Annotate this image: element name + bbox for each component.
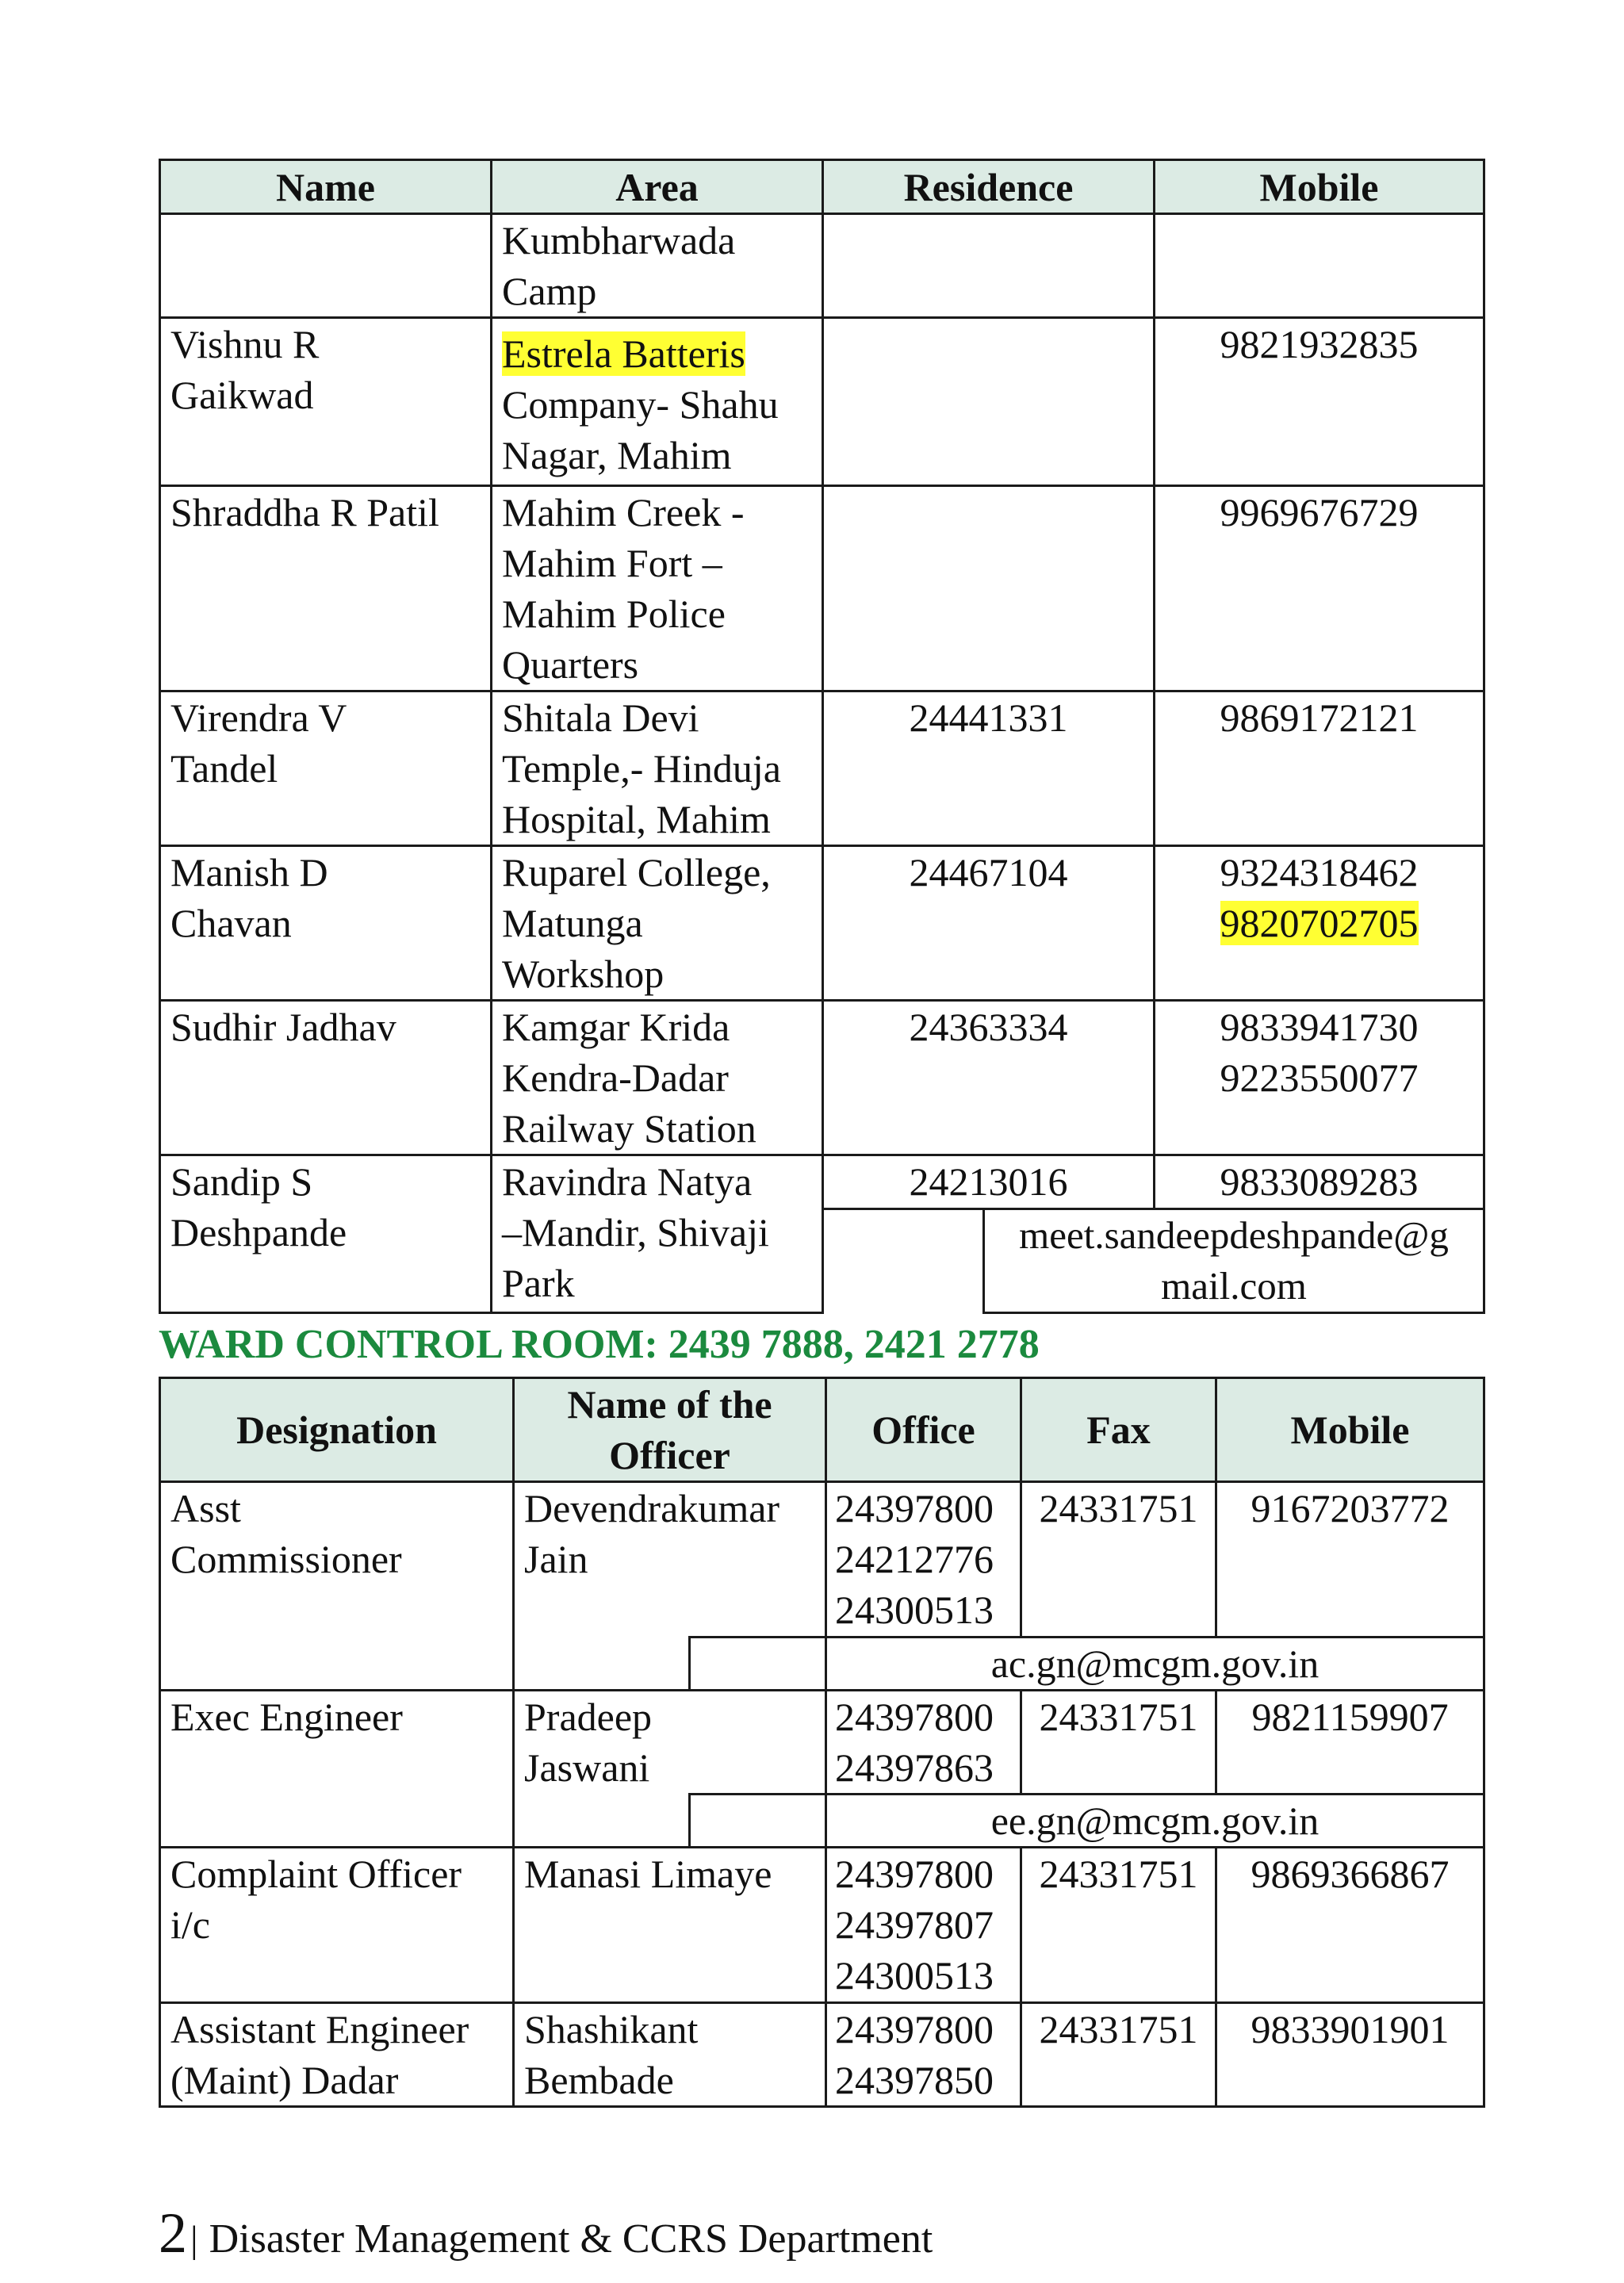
table-row — [160, 1482, 1484, 1638]
residence-cell: 24467104 — [823, 846, 1155, 1001]
empty-cell — [823, 1209, 984, 1313]
name-cell: Sandip S Deshpande — [160, 1155, 492, 1313]
area-cell: Ruparel College, Matunga Workshop — [492, 846, 823, 1001]
header-office: Office — [826, 1378, 1021, 1482]
empty-cell — [690, 1795, 826, 1848]
mobile-cell: 9833089283 — [1155, 1155, 1484, 1209]
residence-cell — [823, 318, 1155, 486]
area-cell: Kamgar Krida Kendra-Dadar Railway Station — [492, 1001, 823, 1155]
area-cell: Estrela Batteris Company- Shahu Nagar, Mahim — [492, 318, 823, 486]
table-row — [160, 1001, 1484, 1155]
office-cell: 24397800 24212776 24300513 — [826, 1482, 1021, 1638]
mobile-cell: 9833901901 — [1216, 2003, 1484, 2107]
fax-cell: 24331751 — [1021, 1691, 1216, 1795]
header-name: Name — [160, 160, 492, 214]
page-number: 2 — [159, 2201, 187, 2265]
name-cell: Vishnu R Gaikwad — [160, 318, 492, 486]
area-cell: Ravindra Natya –Mandir, Shivaji Park — [492, 1155, 823, 1313]
mobile-cell: 9833941730 9223550077 — [1155, 1001, 1484, 1155]
department-name: Disaster Management & CCRS Department — [209, 2216, 933, 2262]
officers-table — [159, 1377, 1485, 2108]
mobile-cell: 9821159907 — [1216, 1691, 1484, 1795]
table-row — [160, 486, 1484, 691]
table-row — [160, 846, 1484, 1001]
officer-cell: Devendrakumar Jain — [514, 1482, 826, 1638]
fax-cell: 24331751 — [1021, 2003, 1216, 2107]
email-cell: ac.gn@mcgm.gov.in — [826, 1638, 1484, 1691]
empty-cell — [514, 1795, 690, 1848]
officer-cell: Shashikant Bembade — [514, 2003, 826, 2107]
mobile-cell — [1155, 214, 1484, 318]
mobile-cell: 9869366867 — [1216, 1848, 1484, 2003]
name-cell — [160, 214, 492, 318]
ward-control-room-heading: WARD CONTROL ROOM: 2439 7888, 2421 2778 — [159, 1322, 1040, 1367]
email-cell: ee.gn@mcgm.gov.in — [826, 1795, 1484, 1848]
header-residence: Residence — [823, 160, 1155, 214]
residence-cell: 24213016 — [823, 1155, 1155, 1209]
office-cell: 24397800 24397863 — [826, 1691, 1021, 1795]
fax-cell: 24331751 — [1021, 1482, 1216, 1638]
table-row — [160, 1155, 1484, 1209]
residence-cell — [823, 486, 1155, 691]
fax-cell: 24331751 — [1021, 1848, 1216, 2003]
designation-cell: Exec Engineer — [160, 1691, 514, 1848]
mobile-cell: 9167203772 — [1216, 1482, 1484, 1638]
header-mobile: Mobile — [1216, 1378, 1484, 1482]
name-cell: Sudhir Jadhav — [160, 1001, 492, 1155]
residence-cell — [823, 214, 1155, 318]
header-designation: Designation — [160, 1378, 514, 1482]
designation-cell: Assistant Engineer (Maint) Dadar — [160, 2003, 514, 2107]
name-cell: Manish D Chavan — [160, 846, 492, 1001]
highlighted-text: 9820702705 — [1220, 901, 1419, 945]
contacts-table — [159, 159, 1485, 1314]
area-cell: Shitala Devi Temple,- Hinduja Hospital, Mahim — [492, 691, 823, 846]
table-row — [160, 318, 1484, 486]
designation-cell: Complaint Officer i/c — [160, 1848, 514, 2003]
highlighted-text: Estrela Batteris — [502, 331, 745, 376]
mobile-cell: 9869172121 — [1155, 691, 1484, 846]
mobile-cell: 9969676729 — [1155, 486, 1484, 691]
table-row — [160, 1848, 1484, 2003]
mobile-cell: 9324318462 9820702705 — [1155, 846, 1484, 1001]
empty-cell — [514, 1638, 690, 1691]
office-cell: 24397800 24397807 24300513 — [826, 1848, 1021, 2003]
footer-separator: | — [190, 2219, 198, 2261]
header-mobile: Mobile — [1155, 160, 1484, 214]
name-cell: Shraddha R Patil — [160, 486, 492, 691]
table-row — [160, 214, 1484, 318]
designation-cell: Asst Commissioner — [160, 1482, 514, 1691]
residence-cell: 24441331 — [823, 691, 1155, 846]
email-cell: meet.sandeepdeshpande@g mail.com — [984, 1209, 1484, 1313]
table-row — [160, 2003, 1484, 2107]
officer-cell: Manasi Limaye — [514, 1848, 826, 2003]
officer-cell: Pradeep Jaswani — [514, 1691, 826, 1795]
table-row — [160, 691, 1484, 846]
header-area: Area — [492, 160, 823, 214]
area-cell: Kumbharwada Camp — [492, 214, 823, 318]
page-footer — [159, 2201, 933, 2269]
mobile-cell: 9821932835 — [1155, 318, 1484, 486]
name-cell: Virendra V Tandel — [160, 691, 492, 846]
area-cell: Mahim Creek - Mahim Fort – Mahim Police Quarters — [492, 486, 823, 691]
table-row — [160, 1691, 1484, 1795]
office-cell: 24397800 24397850 — [826, 2003, 1021, 2107]
empty-cell — [690, 1638, 826, 1691]
header-officer: Name of the Officer — [514, 1378, 826, 1482]
residence-cell: 24363334 — [823, 1001, 1155, 1155]
header-fax: Fax — [1021, 1378, 1216, 1482]
